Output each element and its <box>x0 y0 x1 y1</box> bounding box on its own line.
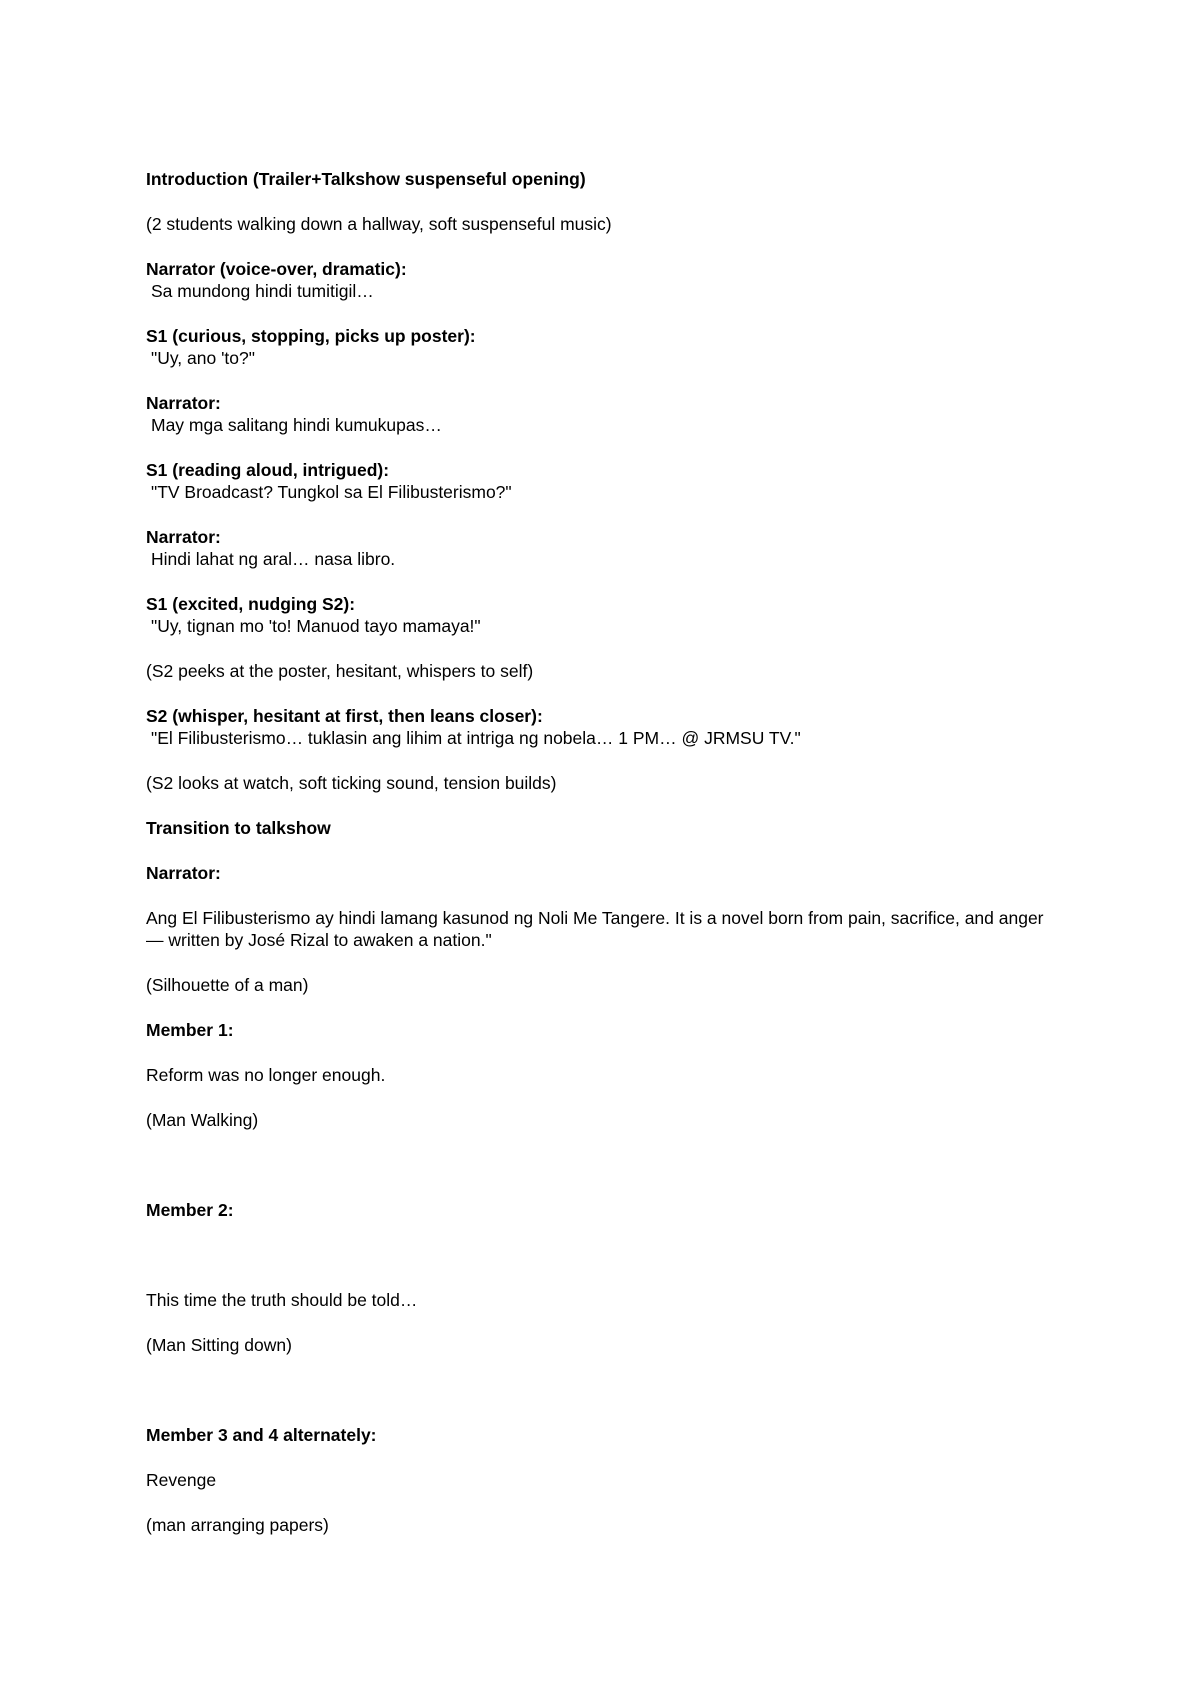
stage-direction-man-sitting: (Man Sitting down) <box>146 1335 292 1355</box>
member34-label: Member 3 and 4 alternately: <box>146 1425 377 1445</box>
stage-direction-s2-watch: (S2 looks at watch, soft ticking sound, tension builds) <box>146 773 557 793</box>
narrator-label: Narrator: <box>146 393 221 413</box>
narrator-line: May mga salitang hindi kumukupas… <box>151 415 442 435</box>
narrator-label: Narrator: <box>146 863 221 883</box>
s2-whisper-line: "El Filibusterismo… tuklasin ang lihim at intriga ng nobela… 1 PM… @ JRMSU TV." <box>151 728 801 748</box>
narrator-dramatic-line: Sa mundong hindi tumitigil… <box>151 281 374 301</box>
script-body <box>146 168 1049 1536</box>
member2-line: This time the truth should be told… <box>146 1290 418 1310</box>
narrator-dramatic-label: Narrator (voice-over, dramatic): <box>146 259 407 279</box>
s1-excited-line: "Uy, tignan mo 'to! Manuod tayo mamaya!" <box>151 616 481 636</box>
member34-line: Revenge <box>146 1470 217 1490</box>
member1-label: Member 1: <box>146 1020 234 1040</box>
narrator-line: Hindi lahat ng aral… nasa libro. <box>151 549 396 569</box>
s2-whisper-label: S2 (whisper, hesitant at first, then leans closer): <box>146 706 543 726</box>
member1-line: Reform was no longer enough. <box>146 1065 386 1085</box>
stage-direction-man-papers: (man arranging papers) <box>146 1515 329 1535</box>
intro-heading: Introduction (Trailer+Talkshow suspenseful opening) <box>146 169 586 189</box>
narrator-label: Narrator: <box>146 527 221 547</box>
transition-heading: Transition to talkshow <box>146 818 331 838</box>
s1-reading-label: S1 (reading aloud, intrigued): <box>146 460 390 480</box>
s1-excited-label: S1 (excited, nudging S2): <box>146 594 356 614</box>
member2-label: Member 2: <box>146 1200 234 1220</box>
s1-reading-line: "TV Broadcast? Tungkol sa El Filibusterismo?" <box>151 482 512 502</box>
s1-curious-label: S1 (curious, stopping, picks up poster): <box>146 326 476 346</box>
stage-direction-hallway: (2 students walking down a hallway, soft suspenseful music) <box>146 214 612 234</box>
stage-direction-man-walking: (Man Walking) <box>146 1110 259 1130</box>
stage-direction-s2-peeks: (S2 peeks at the poster, hesitant, whispers to self) <box>146 661 534 681</box>
narrator-paragraph: Ang El Filibusterismo ay hindi lamang kasunod ng Noli Me Tangere. It is a novel born from pain, sacrifice, and anger — written by José Rizal to awaken a nation." <box>146 908 1049 950</box>
stage-direction-silhouette: (Silhouette of a man) <box>146 975 309 995</box>
s1-curious-line: "Uy, ano 'to?" <box>151 348 255 368</box>
